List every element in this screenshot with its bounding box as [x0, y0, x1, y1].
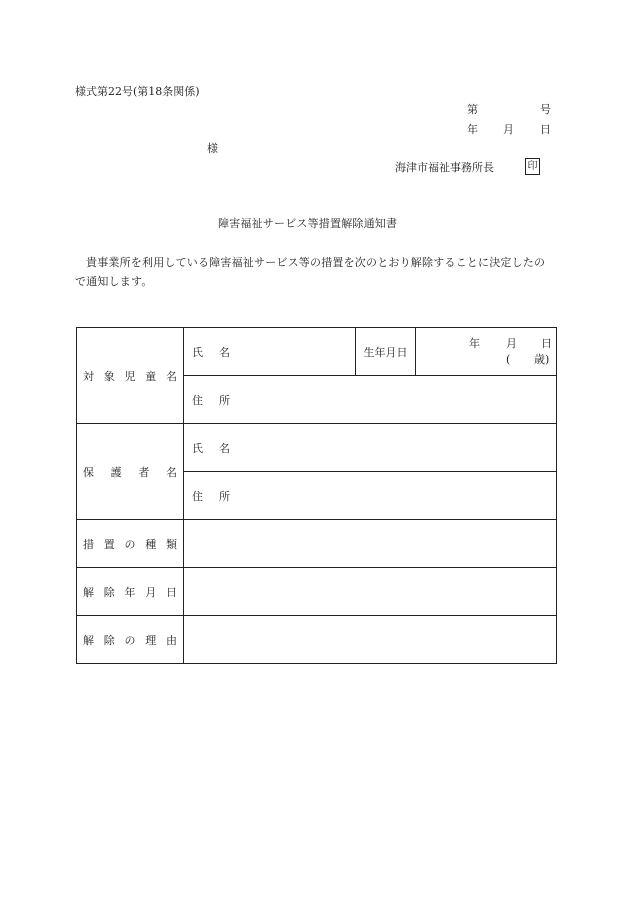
- issue-date-day: 日: [540, 123, 551, 136]
- addressee-suffix: 様: [207, 142, 218, 155]
- document-number-prefix: 第: [467, 103, 478, 116]
- release-date-label: 解 除 年 月 日: [83, 585, 177, 599]
- subject-address-field[interactable]: [184, 376, 557, 424]
- release-reason-label: 解 除 の 理 由: [83, 633, 177, 647]
- seal-label: 印: [527, 160, 538, 172]
- guardian-name-label: 氏 名: [192, 441, 230, 455]
- release-date-label-cell: [77, 568, 184, 616]
- table-row-release-date: [77, 568, 557, 616]
- birth-year-label: 年: [469, 337, 480, 350]
- table-row-measure-type: [77, 520, 557, 568]
- measure-type-label-cell: [77, 520, 184, 568]
- subject-name-label: 氏 名: [192, 345, 230, 359]
- measure-type-label: 措 置 の 種 類: [83, 537, 177, 551]
- guardian-address-field[interactable]: [184, 472, 557, 520]
- guardian-label-cell: [77, 424, 184, 520]
- document-number-suffix: 号: [540, 103, 551, 116]
- document-title: 障害福祉サービス等措置解除通知書: [218, 217, 398, 230]
- issuer-name: 海津市福祉事務所長: [395, 161, 494, 174]
- body-text: 貴事業所を利用している障害福祉サービス等の措置を次のとおり解除することに決定したので通知します。: [75, 256, 546, 288]
- age-open-paren: (: [506, 353, 511, 366]
- subject-name-field[interactable]: [184, 328, 356, 376]
- birthdate-label: 生年月日: [363, 345, 408, 359]
- birth-month-label: 月: [506, 337, 517, 350]
- form-number: 様式第22号(第18条関係): [75, 85, 200, 98]
- guardian-address-label: 住 所: [192, 489, 230, 503]
- release-date-field[interactable]: [184, 568, 557, 616]
- guardian-label: 保 護 者 名: [83, 465, 177, 479]
- subject-address-label: 住 所: [192, 393, 230, 407]
- release-reason-field[interactable]: [184, 616, 557, 664]
- seal-box: [525, 158, 540, 175]
- birthdate-label-cell: [356, 328, 416, 376]
- subject-child-label-cell: [77, 328, 184, 424]
- measure-type-field[interactable]: [184, 520, 557, 568]
- issue-date-month: 月: [503, 123, 514, 136]
- table-row-guardian-name: [77, 424, 557, 472]
- age-label: 歳): [534, 353, 550, 366]
- guardian-name-field[interactable]: [184, 424, 557, 472]
- table-row-release-reason: [77, 616, 557, 664]
- form-table: [76, 327, 557, 664]
- release-reason-label-cell: [77, 616, 184, 664]
- subject-child-label: 対 象 児 童 名: [83, 369, 177, 383]
- table-row-subject-name: [77, 328, 557, 376]
- birthdate-field[interactable]: [416, 328, 557, 376]
- issue-date-year: 年: [467, 123, 478, 136]
- birth-day-label: 日: [541, 337, 552, 350]
